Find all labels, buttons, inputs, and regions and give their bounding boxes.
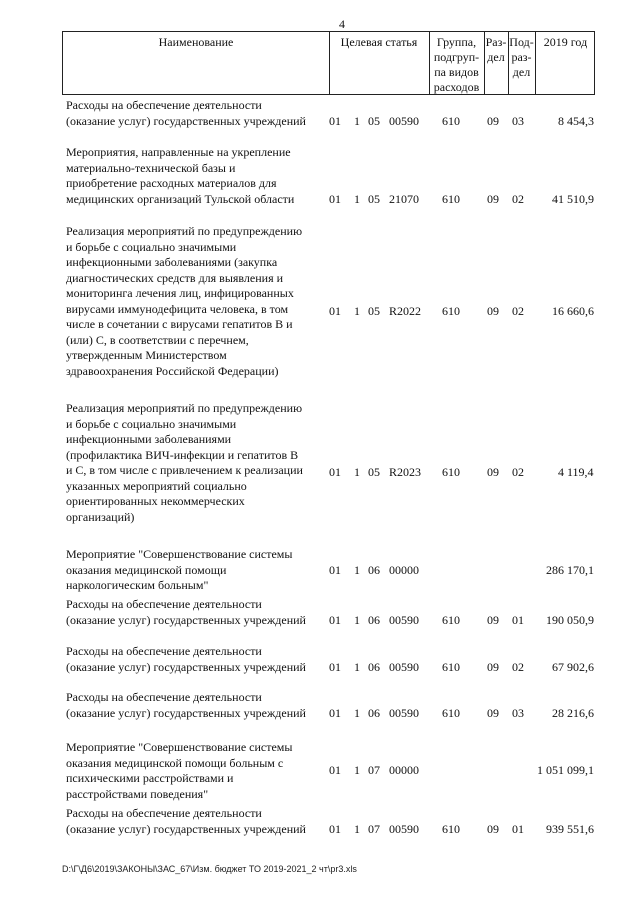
group-code: 610 <box>442 465 460 479</box>
section-code: 09 <box>487 191 499 206</box>
amount: 67 902,6 <box>552 659 594 674</box>
subsection-code: 01 <box>512 821 524 836</box>
amount: 16 660,6 <box>552 304 594 318</box>
target-code-4: 21070 <box>389 191 419 206</box>
target-code-2: 1 <box>354 562 360 577</box>
group-code: 610 <box>442 304 460 318</box>
target-code-2: 1 <box>354 191 360 206</box>
section-code: 09 <box>487 113 499 128</box>
target-code-3: 06 <box>368 659 380 674</box>
amount: 939 551,6 <box>546 821 594 836</box>
file-path-footer: D:\Г\Д6\2019\ЗАКОНЫ\ЗАС_67\Изм. бюджет ТО 2019-2021_2 чт\pr3.xls <box>62 864 357 874</box>
target-code-1: 01 <box>329 705 341 720</box>
target-code-2: 1 <box>354 113 360 128</box>
group-code: 610 <box>442 821 460 836</box>
target-code-1: 01 <box>329 191 341 206</box>
amount: 190 050,9 <box>546 612 594 627</box>
target-code-1: 01 <box>329 763 341 777</box>
target-code-1: 01 <box>329 821 341 836</box>
amount: 8 454,3 <box>558 113 594 128</box>
subsection-code: 03 <box>512 705 524 720</box>
target-code-3: 06 <box>368 562 380 577</box>
section-code: 09 <box>487 304 499 318</box>
header-year: 2019 год <box>543 35 588 49</box>
target-code-3: 05 <box>368 304 380 318</box>
row-name: Мероприятие "Совершенствование системы оказания медицинской помощи наркологическим больным" <box>66 547 293 592</box>
row-name: Мероприятие "Совершенствование системы оказания медицинской помощи больным с психическими расстройствами и расстройствами поведения" <box>66 740 293 801</box>
row-name: Мероприятия, направленные на укрепление материально-технической базы и приобретение расходных материалов для медицинских организаций Тульской области <box>66 145 295 206</box>
header-name: Наименование <box>158 35 234 49</box>
section-code: 09 <box>487 465 499 479</box>
group-code: 610 <box>442 705 460 720</box>
page-number: 4 <box>339 17 345 31</box>
row-name: Расходы на обеспечение деятельности (оказание услуг) государственных учреждений <box>66 690 306 720</box>
target-code-1: 01 <box>329 304 341 318</box>
row-name: Расходы на обеспечение деятельности (оказание услуг) государственных учреждений <box>66 644 306 674</box>
header-group: Группа, подгруп- па видов расходов <box>433 35 480 94</box>
target-code-2: 1 <box>354 659 360 674</box>
target-code-3: 05 <box>368 113 380 128</box>
target-code-4: R2023 <box>389 465 422 479</box>
target-code-3: 07 <box>368 763 380 777</box>
target-code-2: 1 <box>354 465 360 479</box>
target-code-2: 1 <box>354 763 360 777</box>
target-code-4: 00000 <box>389 763 419 777</box>
section-code: 09 <box>487 659 499 674</box>
target-code-1: 01 <box>329 562 341 577</box>
row-name: Расходы на обеспечение деятельности (оказание услуг) государственных учреждений <box>66 597 306 627</box>
target-code-3: 07 <box>368 821 380 836</box>
header-subsection: Под- раз- дел <box>509 35 534 79</box>
subsection-code: 02 <box>512 304 524 318</box>
target-code-4: 00590 <box>389 821 419 836</box>
section-code: 09 <box>487 612 499 627</box>
section-code: 09 <box>487 821 499 836</box>
amount: 286 170,1 <box>546 562 594 577</box>
target-code-3: 06 <box>368 612 380 627</box>
amount: 1 051 099,1 <box>537 763 594 777</box>
target-code-1: 01 <box>329 659 341 674</box>
section-code: 09 <box>487 705 499 720</box>
subsection-code: 02 <box>512 465 524 479</box>
target-code-2: 1 <box>354 705 360 720</box>
row-name: Реализация мероприятий по предупреждению и борьбе с социально значимыми инфекционными заболеваниями (профилактика ВИЧ-инфекции и гепатитов В и С, в том числе с привлечением к реализации указанных мероприятий социально ориентированных некоммерческих организаций) <box>66 401 303 524</box>
target-code-4: 00590 <box>389 113 419 128</box>
group-code: 610 <box>442 191 460 206</box>
subsection-code: 03 <box>512 113 524 128</box>
target-code-2: 1 <box>354 821 360 836</box>
target-code-4: 00590 <box>389 705 419 720</box>
amount: 28 216,6 <box>552 705 594 720</box>
group-code: 610 <box>442 113 460 128</box>
header-target: Целевая статья <box>340 35 418 49</box>
target-code-3: 05 <box>368 465 380 479</box>
target-code-4: R2022 <box>389 304 422 318</box>
header-section: Раз- дел <box>485 35 507 64</box>
target-code-4: 00000 <box>389 562 419 577</box>
amount: 41 510,9 <box>552 191 594 206</box>
subsection-code: 02 <box>512 659 524 674</box>
target-code-2: 1 <box>354 612 360 627</box>
row-name: Расходы на обеспечение деятельности (оказание услуг) государственных учреждений <box>66 98 306 128</box>
target-code-3: 06 <box>368 705 380 720</box>
row-name: Расходы на обеспечение деятельности (оказание услуг) государственных учреждений <box>66 806 306 836</box>
group-code: 610 <box>442 659 460 674</box>
target-code-1: 01 <box>329 465 341 479</box>
target-code-1: 01 <box>329 612 341 627</box>
target-code-1: 01 <box>329 113 341 128</box>
row-name: Реализация мероприятий по предупреждению и борьбе с социально значимыми инфекционными заболеваниями (закупка диагностических средств для выявления и мониторинга лечения лиц, инфицированных вирусами иммунодефицита человека, в том числе в сочетании с вирусами гепатитов В и (или) С, в соответствии с перечнем, утвержденным Министерством здравоохранения Российской Федерации) <box>66 224 303 378</box>
target-code-3: 05 <box>368 191 380 206</box>
target-code-4: 00590 <box>389 612 419 627</box>
target-code-4: 00590 <box>389 659 419 674</box>
amount: 4 119,4 <box>558 465 594 479</box>
group-code: 610 <box>442 612 460 627</box>
target-code-2: 1 <box>354 304 360 318</box>
subsection-code: 01 <box>512 612 524 627</box>
table-header <box>62 31 595 95</box>
subsection-code: 02 <box>512 191 524 206</box>
